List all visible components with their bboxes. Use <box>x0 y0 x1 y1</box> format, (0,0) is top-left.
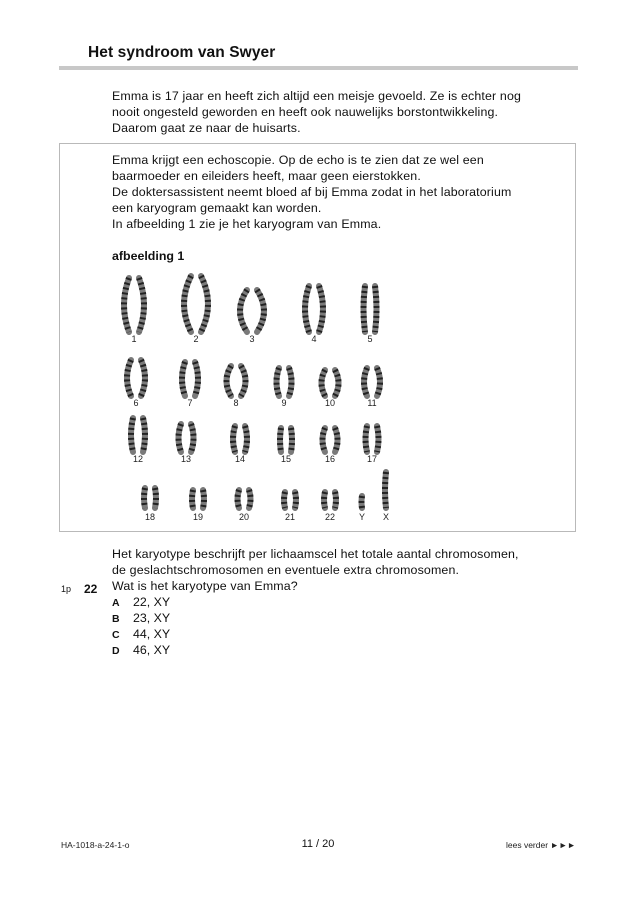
chromosome-pair-x <box>383 472 389 522</box>
chromosome-pair-7 <box>182 362 198 408</box>
chromosome <box>245 426 247 452</box>
chromosome-label: 6 <box>133 398 139 408</box>
chromosome-label: 4 <box>311 334 317 344</box>
answer-option-b[interactable] <box>112 611 170 627</box>
description-line: de geslachtschromosomen en eventuele extra chromosomen. <box>112 563 460 577</box>
chromosome-label: 2 <box>193 334 199 344</box>
chromosome-pair-22 <box>324 492 336 522</box>
chromosome-label: 17 <box>366 454 378 464</box>
chromosome <box>364 368 367 396</box>
chromosome <box>289 368 292 396</box>
chromosome <box>277 368 280 396</box>
chromosome <box>284 492 285 508</box>
footer-code: HA-1018-a-24-1-o <box>61 840 130 850</box>
option-text: 46, XY <box>133 643 171 657</box>
option-letter: B <box>112 613 120 625</box>
chromosome-label: 11 <box>367 398 377 408</box>
chromosome-label: 8 <box>233 398 239 408</box>
question-number: 22 <box>84 582 98 596</box>
chromosome-pair-4 <box>305 286 323 344</box>
chromosome-label: 18 <box>144 512 156 522</box>
chromosome-label: 21 <box>284 512 296 522</box>
chromosome <box>377 426 379 452</box>
option-letter: C <box>112 629 120 641</box>
chromosome-pair-y <box>359 496 365 522</box>
box-line: De doktersassistent neemt bloed af bij Emma zodat in het laboratorium <box>112 185 512 199</box>
chromosome-pair-11 <box>364 368 380 408</box>
box-line: baarmoeder en eileiders heeft, maar geen eierstokken. <box>112 169 421 183</box>
chromosome-label: 16 <box>324 454 336 464</box>
option-text: 44, XY <box>133 627 171 641</box>
chromosome-pair-18 <box>144 488 156 522</box>
chromosome-pair-21 <box>284 492 296 522</box>
option-letter: A <box>112 597 120 609</box>
answer-option-d[interactable] <box>112 643 170 659</box>
chromosome-pair-16 <box>323 428 338 464</box>
chromosome <box>335 370 339 396</box>
figure-label: afbeelding 1 <box>112 249 185 263</box>
chromosome-label: 22 <box>324 512 336 522</box>
chromosome-label: 19 <box>192 512 204 522</box>
chromosome <box>324 492 325 508</box>
description-line: Het karyotype beschrijft per lichaamscel het totale aantal chromosomen, <box>112 547 519 561</box>
chromosome-pair-10 <box>322 370 339 408</box>
chromosome-label: 14 <box>234 454 246 464</box>
chromosome-label: 12 <box>132 454 144 464</box>
title-divider <box>59 66 578 70</box>
chromosome-pair-8 <box>227 366 246 408</box>
chromosome-pair-19 <box>192 490 204 522</box>
chromosome-pair-17 <box>366 426 379 464</box>
chromosome <box>191 424 194 452</box>
box-line: Emma krijgt een echoscopie. Op de echo is te zien dat ze wel een <box>112 153 484 167</box>
question-text: Wat is het karyotype van Emma? <box>112 579 298 593</box>
chromosome-label: 13 <box>180 454 192 464</box>
karyotype-description <box>112 546 557 578</box>
chromosome-label: X <box>382 512 390 522</box>
footer-continue: lees verder ►►► <box>506 840 576 850</box>
chromosome <box>233 426 235 452</box>
chromosome-pair-5 <box>364 286 377 344</box>
karyogram-figure <box>100 268 410 530</box>
chromosome-pair-15 <box>280 428 292 464</box>
chromosome <box>377 368 380 396</box>
chromosome <box>366 426 368 452</box>
box-line: In afbeelding 1 zie je het karyogram van Emma. <box>112 217 382 231</box>
chromosome-bands <box>362 496 363 508</box>
intro-line: nooit ongesteld geworden en heeft ook nauwelijks borstontwikkeling. <box>112 105 499 119</box>
chromosome <box>335 492 336 508</box>
chromosome-label: 20 <box>238 512 250 522</box>
chromosome-pair-20 <box>238 490 251 522</box>
option-text: 23, XY <box>133 611 171 625</box>
chromosome-label: Y <box>358 512 366 522</box>
box-line: een karyogram gemaakt kan worden. <box>112 201 322 215</box>
question-points: 1p <box>61 584 72 594</box>
chromosome-label: 7 <box>187 398 193 408</box>
option-text: 22, XY <box>133 595 171 609</box>
answer-option-c[interactable] <box>112 627 170 643</box>
chromosome <box>295 492 296 508</box>
box-paragraph <box>112 152 557 232</box>
chromosome-label: 9 <box>281 398 287 408</box>
chromosome-label: 15 <box>280 454 292 464</box>
chromosome <box>179 424 182 452</box>
footer-page-number: 11 / 20 <box>301 838 335 850</box>
option-letter: D <box>112 645 120 657</box>
chromosome-label: 3 <box>249 334 255 344</box>
chromosome-pair-2 <box>184 276 208 344</box>
page-title: Het syndroom van Swyer <box>88 44 276 61</box>
chromosome <box>322 370 326 396</box>
chromosome-label: 5 <box>367 334 373 344</box>
chromosome-pair-1 <box>124 278 144 344</box>
chromosome-pair-3 <box>240 290 264 344</box>
chromosome-label: 10 <box>324 398 336 408</box>
chromosome-pair-9 <box>277 368 292 408</box>
chromosome-pair-13 <box>179 424 194 464</box>
intro-line: Emma is 17 jaar en heeft zich altijd een meisje gevoeld. Ze is echter nog <box>112 89 522 103</box>
chromosome-pair-12 <box>131 418 145 464</box>
intro-paragraph <box>112 88 557 136</box>
answer-option-a[interactable] <box>112 595 170 611</box>
chromosome-pair-14 <box>233 426 247 464</box>
intro-line: Daarom gaat ze naar de huisarts. <box>112 121 301 135</box>
chromosome-label: 1 <box>131 334 137 344</box>
chromosome-pair-6 <box>127 360 145 408</box>
